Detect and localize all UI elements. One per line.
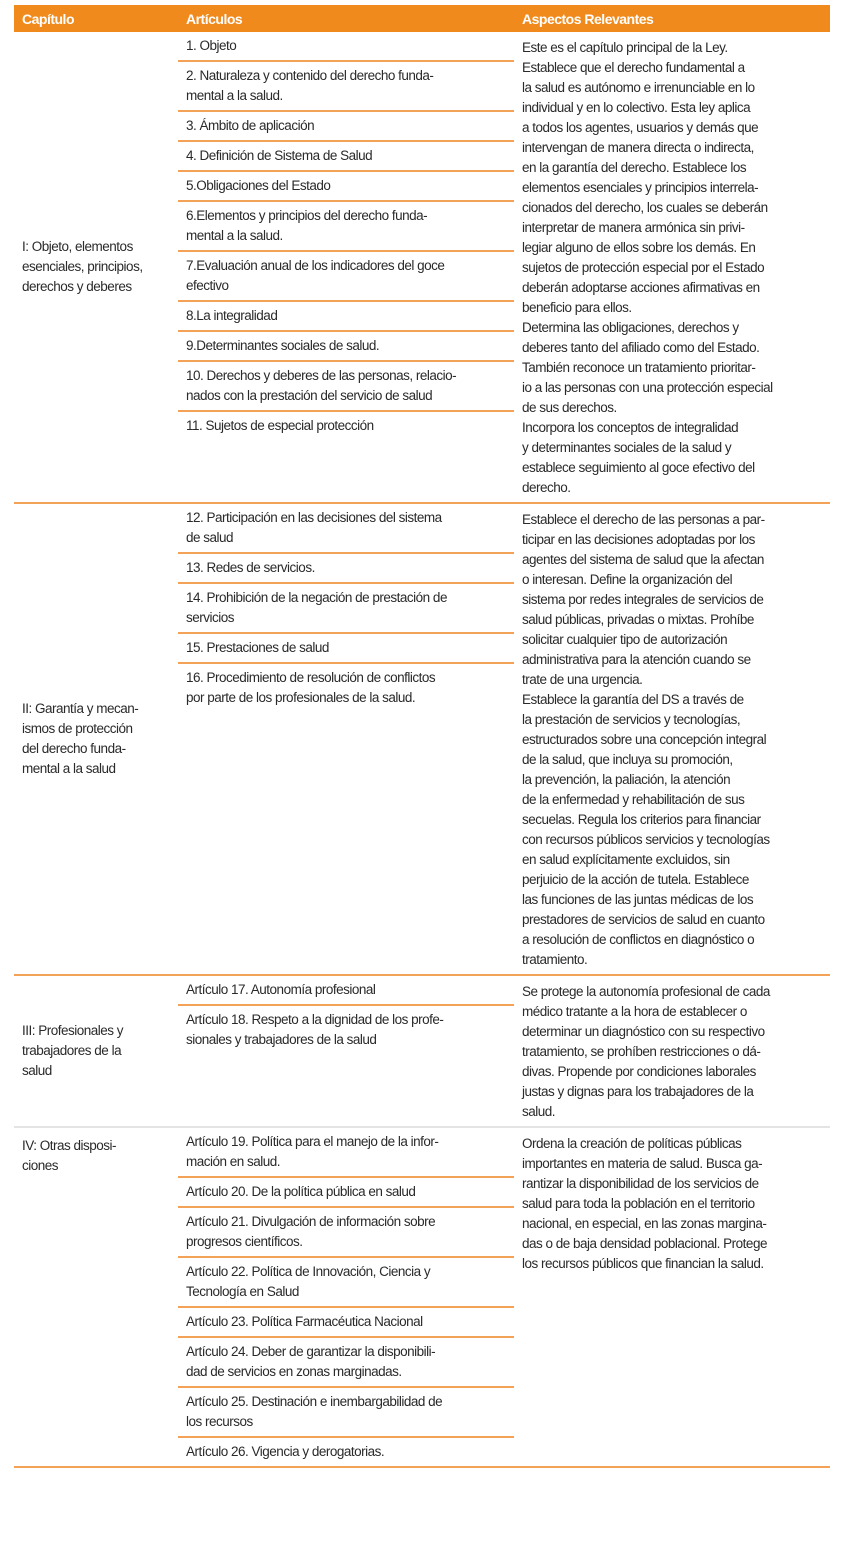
- article-item: [178, 554, 514, 584]
- aspect-line: nacional, en especial, en las zonas margina-: [522, 1216, 767, 1231]
- chapter-line: trabajadores de la: [22, 1043, 122, 1058]
- article-item: [178, 172, 514, 202]
- law-summary-table: [14, 5, 830, 1468]
- table-row: [14, 975, 830, 1127]
- header-aspects: Aspectos Relevantes: [514, 5, 830, 32]
- aspect-line: secuelas. Regula los criterios para financiar: [522, 812, 761, 827]
- aspect-line: salud públicas, privadas o mixtas. Prohíbe: [522, 612, 754, 627]
- chapter-line: salud: [22, 1063, 52, 1078]
- aspect-line: deberán adoptarse acciones afirmativas en: [522, 280, 760, 295]
- article-item: [178, 1208, 514, 1258]
- aspect-line: los recursos públicos que financian la salud.: [522, 1256, 764, 1271]
- article-item: [178, 584, 514, 634]
- article-item: [178, 252, 514, 302]
- aspect-line: interpretar de manera armónica sin privi-: [522, 220, 745, 235]
- chapter-line: I: Objeto, elementos: [22, 239, 133, 254]
- table-row: [14, 32, 830, 503]
- chapter-cell: [14, 503, 178, 975]
- table-row: [14, 503, 830, 975]
- article-item: [178, 1128, 514, 1178]
- article-item: [178, 1178, 514, 1208]
- article-line: Artículo 20. De la política pública en salud: [186, 1184, 416, 1199]
- aspect-line: importantes en materia de salud. Busca ga-: [522, 1156, 763, 1171]
- aspect-line: salud para toda la población en el territorio: [522, 1196, 755, 1211]
- aspect-line: tratamiento.: [522, 952, 588, 967]
- aspect-line: Incorpora los conceptos de integralidad: [522, 420, 739, 435]
- article-line: 5.Obligaciones del Estado: [186, 178, 331, 193]
- article-line: Artículo 22. Política de Innovación, Ciencia y: [186, 1264, 431, 1279]
- article-line: por parte de los profesionales de la salud.: [186, 690, 416, 705]
- header-chapter: Capítulo: [14, 5, 178, 32]
- aspect-line: estructurados sobre una concepción integral: [522, 732, 767, 747]
- aspect-line: a todos los agentes, usuarios y demás que: [522, 120, 759, 135]
- aspect-line: Determina las obligaciones, derechos y: [522, 320, 739, 335]
- articles-cell: [178, 975, 514, 1127]
- article-item: [178, 32, 514, 62]
- chapter-line: IV: Otras disposi-: [22, 1138, 117, 1153]
- article-line: 10. Derechos y deberes de las personas, relacio-: [186, 368, 457, 383]
- article-line: servicios: [186, 610, 235, 625]
- chapter-line: mental a la salud: [22, 761, 116, 776]
- article-line: 2. Naturaleza y contenido del derecho funda-: [186, 68, 434, 83]
- article-item: [178, 504, 514, 554]
- aspect-line: determinar un diagnóstico con su respectivo: [522, 1024, 765, 1039]
- aspect-line: administrativa para la atención cuando se: [522, 652, 751, 667]
- aspect-line: de la salud, que incluya su promoción,: [522, 752, 733, 767]
- article-item: [178, 1338, 514, 1388]
- chapter-cell: [14, 32, 178, 503]
- article-line: los recursos: [186, 1414, 253, 1429]
- aspects-cell: [514, 1127, 830, 1467]
- article-line: Artículo 23. Política Farmacéutica Nacional: [186, 1314, 423, 1329]
- article-item: [178, 1006, 514, 1054]
- aspect-line: a resolución de conflictos en diagnóstico o: [522, 932, 755, 947]
- aspect-line: Establece la garantía del DS a través de: [522, 692, 744, 707]
- chapter-cell: [14, 1127, 178, 1467]
- aspect-line: tratamiento, se prohíben restricciones o dá-: [522, 1044, 761, 1059]
- aspect-line: en salud explícitamente excluidos, sin: [522, 852, 730, 867]
- article-line: 15. Prestaciones de salud: [186, 640, 329, 655]
- aspect-line: justas y dignas para los trabajadores de la: [522, 1084, 754, 1099]
- aspects-cell: [514, 975, 830, 1127]
- aspect-line: derecho.: [522, 480, 571, 495]
- aspect-line: ticipar en las decisiones adoptadas por los: [522, 532, 755, 547]
- aspect-line: o interesan. Define la organización del: [522, 572, 733, 587]
- articles-cell: [178, 503, 514, 975]
- article-line: de salud: [186, 530, 234, 545]
- article-item: [178, 412, 514, 440]
- chapter-line: esenciales, principios,: [22, 259, 143, 274]
- aspect-line: establece seguimiento al goce efectivo del: [522, 460, 755, 475]
- articles-cell: [178, 32, 514, 503]
- aspect-line: legiar alguno de ellos sobre los demás. En: [522, 240, 756, 255]
- header-articles: Artículos: [178, 5, 514, 32]
- article-item: [178, 976, 514, 1006]
- article-line: efectivo: [186, 278, 229, 293]
- aspect-line: Establece que el derecho fundamental a: [522, 60, 745, 75]
- aspect-line: individual y en lo colectivo. Esta ley aplica: [522, 100, 751, 115]
- article-line: 16. Procedimiento de resolución de conflictos: [186, 670, 436, 685]
- aspect-line: io a las personas con una protección especial: [522, 380, 773, 395]
- aspect-line: médico tratante a la hora de establecer o: [522, 1004, 747, 1019]
- article-line: Artículo 19. Política para el manejo de la infor-: [186, 1134, 439, 1149]
- article-line: Artículo 17. Autonomía profesional: [186, 982, 376, 997]
- aspect-line: Establece el derecho de las personas a par-: [522, 512, 765, 527]
- article-line: 6.Elementos y principios del derecho funda-: [186, 208, 428, 223]
- article-item: [178, 1308, 514, 1338]
- aspect-line: en la garantía del derecho. Establece los: [522, 160, 747, 175]
- aspect-line: divas. Propende por condiciones laborales: [522, 1064, 756, 1079]
- article-line: Artículo 25. Destinación e inembargabilidad de: [186, 1394, 443, 1409]
- article-line: mental a la salud.: [186, 88, 283, 103]
- article-line: 13. Redes de servicios.: [186, 560, 315, 575]
- aspect-line: y determinantes sociales de la salud y: [522, 440, 732, 455]
- aspects-cell: [514, 503, 830, 975]
- article-item: [178, 664, 514, 712]
- aspect-line: rantizar la disponibilidad de los servicios de: [522, 1176, 759, 1191]
- chapter-line: ismos de protección: [22, 721, 133, 736]
- article-line: dad de servicios en zonas marginadas.: [186, 1364, 402, 1379]
- article-line: sionales y trabajadores de la salud: [186, 1032, 377, 1047]
- aspect-line: deberes tanto del afiliado como del Estado.: [522, 340, 760, 355]
- article-item: [178, 302, 514, 332]
- chapter-line: derechos y deberes: [22, 279, 132, 294]
- aspect-line: intervengan de manera directa o indirecta,: [522, 140, 754, 155]
- chapter-line: III: Profesionales y: [22, 1023, 124, 1038]
- article-line: 7.Evaluación anual de los indicadores del goce: [186, 258, 445, 273]
- aspect-line: Se protege la autonomía profesional de cada: [522, 984, 770, 999]
- aspect-line: Ordena la creación de políticas públicas: [522, 1136, 742, 1151]
- law-summary-table-container: [14, 5, 830, 1468]
- article-line: 12. Participación en las decisiones del sistema: [186, 510, 442, 525]
- article-line: 9.Determinantes sociales de salud.: [186, 338, 380, 353]
- article-line: Artículo 18. Respeto a la dignidad de los profe-: [186, 1012, 444, 1027]
- article-item: [178, 112, 514, 142]
- article-line: Tecnología en Salud: [186, 1284, 299, 1299]
- aspect-line: salud.: [522, 1104, 556, 1119]
- article-line: Artículo 26. Vigencia y derogatorias.: [186, 1444, 385, 1459]
- article-line: Artículo 24. Deber de garantizar la disponibili-: [186, 1344, 436, 1359]
- article-item: [178, 142, 514, 172]
- table-row: [14, 1127, 830, 1467]
- article-line: 3. Ámbito de aplicación: [186, 118, 315, 133]
- article-item: [178, 1258, 514, 1308]
- article-line: 14. Prohibición de la negación de prestación de: [186, 590, 447, 605]
- aspect-line: de sus derechos.: [522, 400, 617, 415]
- article-line: Artículo 21. Divulgación de información sobre: [186, 1214, 436, 1229]
- aspect-line: la prestación de servicios y tecnologías,: [522, 712, 741, 727]
- aspect-line: cionados del derecho, los cuales se deberán: [522, 200, 768, 215]
- chapter-cell: [14, 975, 178, 1127]
- aspects-cell: [514, 32, 830, 503]
- article-line: 4. Definición de Sistema de Salud: [186, 148, 373, 163]
- article-item: [178, 1388, 514, 1438]
- articles-cell: [178, 1127, 514, 1467]
- aspect-line: agentes del sistema de salud que la afectan: [522, 552, 764, 567]
- article-item: [178, 202, 514, 252]
- table-body: [14, 32, 830, 1467]
- article-line: 11. Sujetos de especial protección: [186, 418, 374, 433]
- aspect-line: de la enfermedad y rehabilitación de sus: [522, 792, 745, 807]
- article-line: 1. Objeto: [186, 38, 237, 53]
- aspect-line: sujetos de protección especial por el Estado: [522, 260, 765, 275]
- aspect-line: prestadores de servicios de salud en cuanto: [522, 912, 765, 927]
- aspect-line: das o de baja densidad poblacional. Protege: [522, 1236, 767, 1251]
- article-line: mación en salud.: [186, 1154, 281, 1169]
- aspect-line: con recursos públicos servicios y tecnologías: [522, 832, 770, 847]
- article-item: [178, 1438, 514, 1466]
- article-line: progresos científicos.: [186, 1234, 303, 1249]
- chapter-line: del derecho funda-: [22, 741, 126, 756]
- aspect-line: perjuicio de la acción de tutela. Establece: [522, 872, 749, 887]
- article-line: 8.La integralidad: [186, 308, 278, 323]
- chapter-line: ciones: [22, 1158, 59, 1173]
- aspect-line: solicitar cualquier tipo de autorización: [522, 632, 728, 647]
- aspect-line: beneficio para ellos.: [522, 300, 632, 315]
- aspect-line: la prevención, la paliación, la atención: [522, 772, 731, 787]
- aspect-line: elementos esenciales y principios interrela-: [522, 180, 759, 195]
- article-item: [178, 362, 514, 412]
- aspect-line: sistema por redes integrales de servicios de: [522, 592, 764, 607]
- aspect-line: Este es el capítulo principal de la Ley.: [522, 40, 728, 55]
- article-item: [178, 332, 514, 362]
- aspect-line: la salud es autónomo e irrenunciable en lo: [522, 80, 755, 95]
- article-line: mental a la salud.: [186, 228, 283, 243]
- table-header-row: [14, 5, 830, 32]
- aspect-line: También reconoce un tratamiento prioritar-: [522, 360, 756, 375]
- aspect-line: trate de una urgencia.: [522, 672, 643, 687]
- article-item: [178, 62, 514, 112]
- aspect-line: las funciones de las juntas médicas de los: [522, 892, 754, 907]
- article-line: nados con la prestación del servicio de salud: [186, 388, 433, 403]
- chapter-line: II: Garantía y mecan-: [22, 701, 139, 716]
- article-item: [178, 634, 514, 664]
